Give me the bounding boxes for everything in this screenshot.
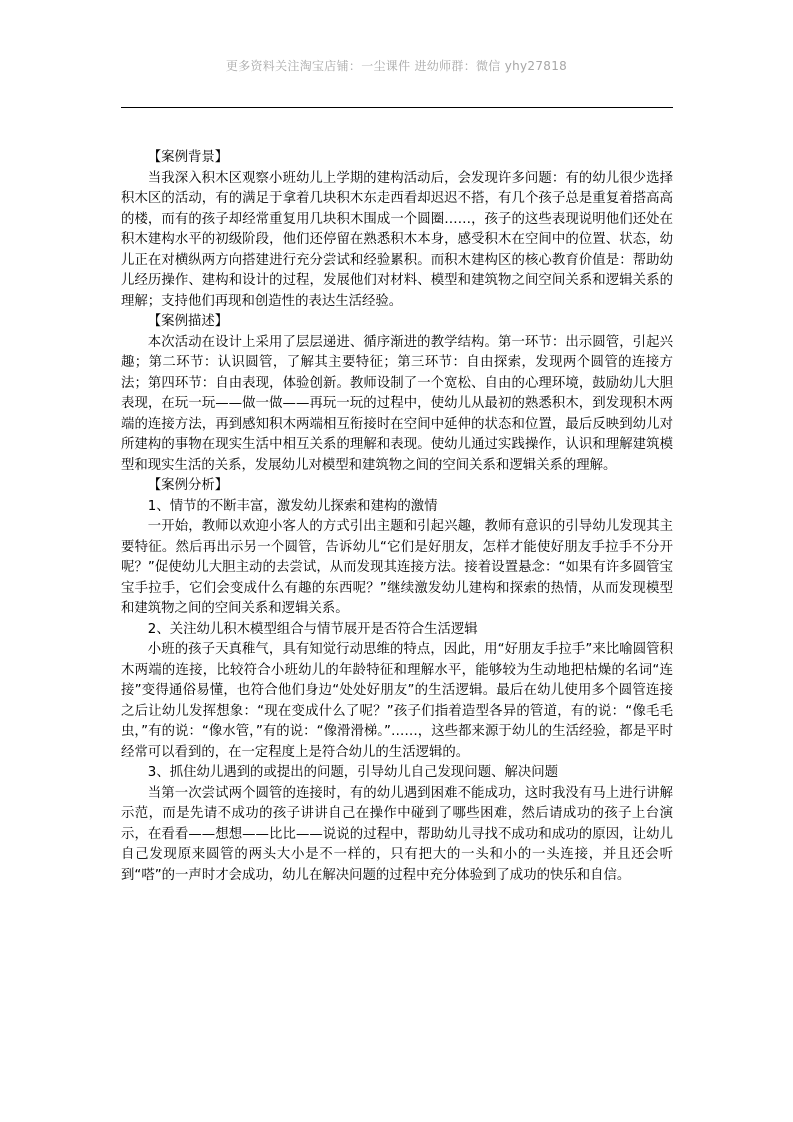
paragraph-point-2: 小班的孩子天真稚气，具有知觉行动思维的特点，因此，用“好朋友手拉手”来比喻圆管积木两端的连接，比较符合小班幼儿的年龄特征和理解水平，能够较为生动地把枯燥的名词“连接”变得通俗易懂，也符合他们身边“处处好朋友”的生活逻辑。最后在幼儿使用多个圆管连接之后让幼儿发挥想象：“现在变成什么了呢？”孩子们指着造型各异的管道，有的说：“像毛毛虫，”有的说：“像水管，”有的说：“像滑滑梯。”……，这些都来源于幼儿的生活经验，都是平时经常可以看到的，在一定程度上是符合幼儿的生活逻辑的。 [121,642,673,760]
paragraph-background: 当我深入积木区观察小班幼儿上学期的建构活动后，会发现许多问题：有的幼儿很少选择积木区的活动，有的满足于拿着几块积木东走西看却迟迟不搭，有几个孩子总是重复着搭高高的楼，而有的孩子却经常重复用几块积木围成一个圆圈……，孩子的这些表现说明他们还处在积木建构水平的初级阶段，他们还停留在熟悉积木本身，感受积木在空间中的位置、状态，幼儿正在对横纵两方向搭建进行充分尝试和经验累积。而积木建构区的核心教育价值是：帮助幼儿经历操作、建构和设计的过程，发展他们对材料、模型和建筑物之间空间关系和逻辑关系的理解；支持他们再现和创造性的表达生活经验。 [121,170,673,309]
section-heading-analysis: 【案例分析】 [147,478,229,493]
page-header: 更多资料关注淘宝店铺：一尘课件 进幼师群：微信 yhy27818 [225,59,568,73]
paragraph-description: 本次活动在设计上采用了层层递进、循序渐进的教学结构。第一环节：出示圆管，引起兴趣；第二环节：认识圆管，了解其主要特征；第三环节：自由探索，发现两个圆管的连接方法；第四环节：自由表现，体验创新。教师设制了一个宽松、自由的心理环境，鼓励幼儿大胆表现，在玩一玩——做一做——再玩一玩的过程中，使幼儿从最初的熟悉积木，到发现积木两端的连接方法，再到感知积木两端相互衔接时在空间中延伸的状态和位置，最后反映到幼儿对所建构的事物在现实生活中相互关系的理解和表现。使幼儿通过实践操作，认识和理解建筑模型和现实生活的关系，发展幼儿对模型和建筑物之间的空间关系和逻辑关系的理解。 [121,334,673,473]
section-heading-description: 【案例描述】 [147,314,229,329]
subheading-point-3: 3、抓住幼儿遇到的或提出的问题，引导幼儿自己发现问题、解决问题 [147,765,559,780]
document-body [121,148,673,886]
paragraph-point-1: 一开始，教师以欢迎小客人的方式引出主题和引起兴趣，教师有意识的引导幼儿发现其主要特征。然后再出示另一个圆管，告诉幼儿“它们是好朋友，怎样才能使好朋友手拉手不分开呢？”促使幼儿大胆主动的去尝试，从而发现其连接方法。接着设置悬念：“如果有许多圆管宝宝手拉手，它们会变成什么有趣的东西呢？”继续激发幼儿建构和探索的热情，从而发现模型和建筑物之间的空间关系和逻辑关系。 [121,519,673,616]
subheading-point-2: 2、关注幼儿积木模型组合与情节展开是否符合生活逻辑 [147,621,478,637]
header-divider [121,107,673,108]
subheading-point-1: 1、情节的不断丰富，激发幼儿探索和建构的激情 [147,498,438,514]
section-heading-background: 【案例背景】 [147,150,229,165]
paragraph-point-3: 当第一次尝试两个圆管的连接时，有的幼儿遇到困难不能成功，这时我没有马上进行讲解示范，而是先请不成功的孩子讲讲自己在操作中碰到了哪些困难，然后请成功的孩子上台演示，在看看——想想——比比——说说的过程中，帮助幼儿寻找不成功和成功的原因，让幼儿自己发现原来圆管的两头大小是不一样的，只有把大的一头和小的一头连接，并且还会听到“嗒”的一声时才会成功，幼儿在解决问题的过程中充分体验到了成功的快乐和自信。 [121,785,673,883]
